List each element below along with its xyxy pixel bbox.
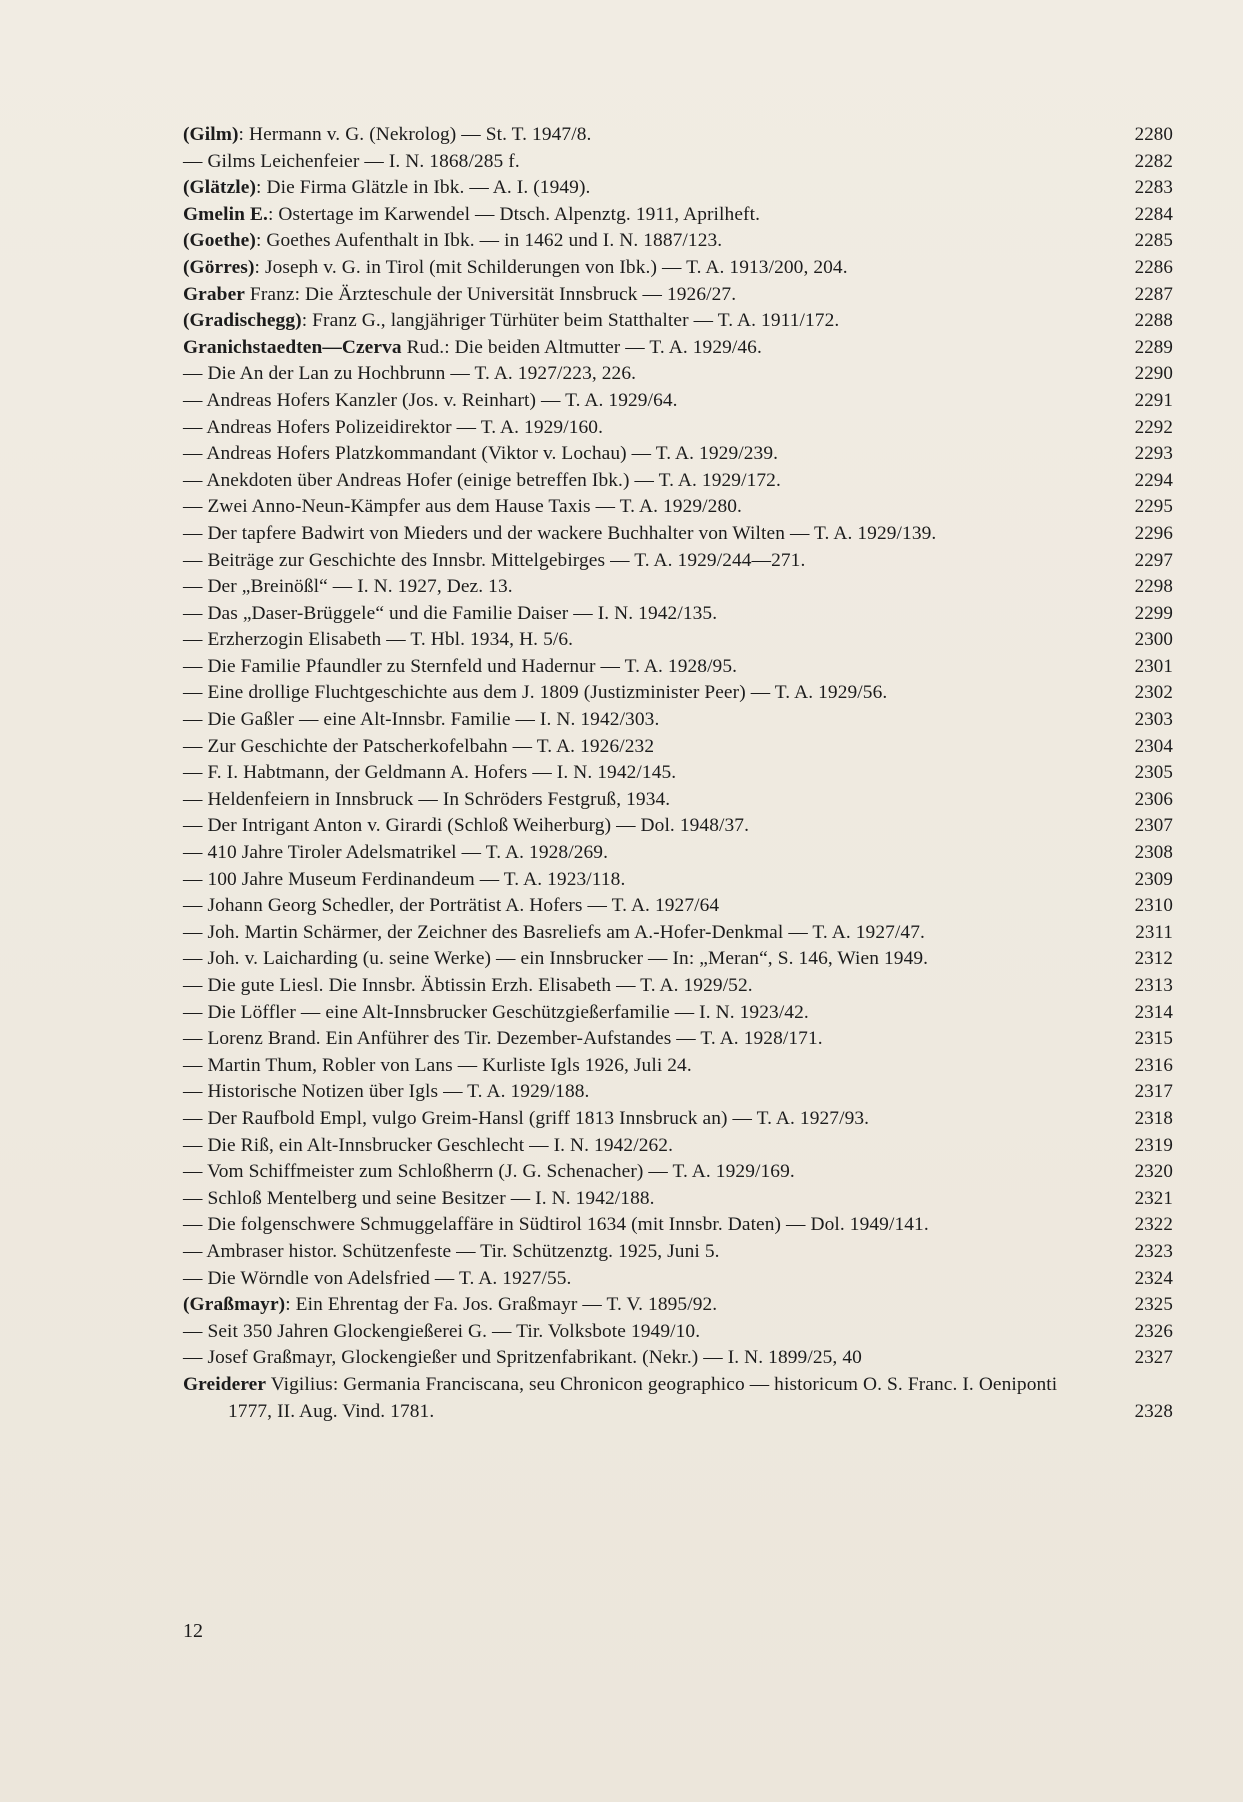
entry-text: — Schloß Mentelberg und seine Besitzer — I. N. 1942/188.	[183, 1187, 655, 1209]
bibliography-entry	[183, 1106, 1173, 1133]
entry-number: 2280	[1134, 124, 1173, 145]
entry-heading: Gmelin E.	[183, 203, 268, 225]
entry-text: — Anekdoten über Andreas Hofer (einige betreffen Ibk.) — T. A. 1929/172.	[183, 469, 781, 491]
entry-text: — Martin Thum, Robler von Lans — Kurliste Igls 1926, Juli 24.	[183, 1054, 692, 1076]
entry-text: — F. I. Habtmann, der Geldmann A. Hofers — I. N. 1942/145.	[183, 762, 677, 784]
entry-text: : Ein Ehrentag der Fa. Jos. Graßmayr — T. V. 1895/92.	[285, 1294, 718, 1316]
entry-number: 2293	[1134, 443, 1173, 465]
bibliography-entry	[183, 468, 1173, 495]
bibliography-entry	[183, 1239, 1173, 1266]
entry-text: — Der Intrigant Anton v. Girardi (Schloß Weiherburg) — Dol. 1948/37.	[183, 815, 750, 837]
bibliography-entry	[183, 973, 1173, 1000]
bibliography-entry	[183, 1079, 1173, 1106]
entry-number: 2303	[1134, 709, 1173, 731]
entry-number: 2308	[1134, 842, 1173, 864]
entry-number: 2289	[1134, 336, 1173, 358]
entry-text: — 100 Jahre Museum Ferdinandeum — T. A. 1923/118.	[183, 868, 626, 890]
bibliography-entry	[183, 228, 1173, 255]
bibliography-entry	[183, 548, 1173, 575]
bibliography-entry	[183, 601, 1173, 628]
bibliography-entry	[183, 361, 1173, 388]
entry-number: 2318	[1134, 1107, 1173, 1129]
entry-number: 2327	[1134, 1347, 1173, 1369]
entry-number: 2322	[1134, 1214, 1173, 1236]
entry-text: — Seit 350 Jahren Glockengießerei G. — Tir. Volksbote 1949/10.	[183, 1320, 701, 1342]
entry-number: 2312	[1134, 948, 1173, 970]
entry-number: 2288	[1134, 310, 1173, 332]
bibliography-entry	[183, 813, 1173, 840]
bibliography-entry	[183, 627, 1173, 654]
entry-text: : Ostertage im Karwendel — Dtsch. Alpenztg. 1911, Aprilheft.	[267, 203, 761, 225]
bibliography-entry	[183, 308, 1173, 335]
bibliography-entry	[183, 1266, 1173, 1293]
entry-heading: (Goethe)	[183, 230, 256, 252]
bibliography-entry	[183, 175, 1173, 202]
entry-number: 2324	[1134, 1267, 1173, 1289]
entry-text: — Das „Daser-Brüggele“ und die Familie Daiser — I. N. 1942/135.	[183, 602, 718, 624]
entry-number: 2304	[1134, 735, 1173, 757]
entry-text: — Zwei Anno-Neun-Kämpfer aus dem Hause Taxis — T. A. 1929/280.	[183, 496, 742, 518]
bibliography-entry	[183, 787, 1173, 814]
entry-number: 2295	[1134, 496, 1173, 518]
bibliography-entry	[183, 1133, 1173, 1160]
bibliography-entry	[183, 521, 1173, 548]
entry-heading: (Görres)	[183, 256, 255, 278]
bibliography-entry	[183, 760, 1173, 787]
entry-number: 2313	[1134, 975, 1173, 996]
entry-heading: Graber	[183, 283, 245, 305]
bibliography-entry	[183, 282, 1173, 309]
entry-text: — Heldenfeiern in Innsbruck — In Schröders Festgruß, 1934.	[183, 788, 671, 810]
entry-heading: (Graßmayr)	[183, 1294, 286, 1316]
entry-number: 2326	[1134, 1320, 1173, 1342]
entry-number: 2299	[1134, 602, 1173, 624]
entry-text: — Die Riß, ein Alt-Innsbrucker Geschlecht — I. N. 1942/262.	[183, 1134, 674, 1156]
entry-number: 2292	[1134, 416, 1173, 438]
bibliography-entry	[183, 335, 1173, 362]
entry-text: — Historische Notizen über Igls — T. A. 1929/188.	[183, 1081, 590, 1103]
entry-text: — Der „Breinößl“ — I. N. 1927, Dez. 13.	[183, 576, 513, 598]
entry-number: 2301	[1134, 655, 1173, 677]
bibliography-entry	[183, 840, 1173, 867]
entry-heading: (Gilm)	[183, 124, 239, 145]
bibliography-entry	[183, 1159, 1173, 1186]
bibliography-entry	[183, 654, 1173, 681]
bibliography-entry	[183, 149, 1173, 176]
entry-text: — Die Gaßler — eine Alt-Innsbr. Familie — I. N. 1942/303.	[183, 709, 660, 731]
entry-heading: Greiderer	[183, 1373, 267, 1395]
entry-text: — Die gute Liesl. Die Innsbr. Äbtissin Erzh. Elisabeth — T. A. 1929/52.	[183, 975, 753, 996]
bibliography-entry	[183, 734, 1173, 761]
entry-number: 2297	[1134, 549, 1173, 571]
entry-number: 2319	[1134, 1134, 1173, 1156]
entry-text: — Andreas Hofers Platzkommandant (Viktor v. Lochau) — T. A. 1929/239.	[183, 443, 779, 465]
bibliography-entry	[183, 920, 1173, 947]
entry-number: 2296	[1134, 522, 1173, 544]
entry-number: 2309	[1134, 868, 1173, 890]
bibliography-entry	[183, 680, 1173, 707]
bibliography-entry	[183, 574, 1173, 601]
entry-heading: (Glätzle)	[183, 177, 257, 199]
bibliography-entry	[183, 494, 1173, 521]
bibliography-entry	[183, 893, 1173, 920]
entry-text: — Eine drollige Fluchtgeschichte aus dem J. 1809 (Justizminister Peer) — T. A. 1929/56.	[183, 682, 888, 704]
entry-text: — Die Löffler — eine Alt-Innsbrucker Geschützgießerfamilie — I. N. 1923/42.	[183, 1001, 809, 1023]
bibliography-entry	[183, 202, 1173, 229]
bibliography-entry	[183, 1026, 1173, 1053]
entry-number: 2315	[1134, 1028, 1173, 1050]
entry-text: — Lorenz Brand. Ein Anführer des Tir. Dezember-Aufstandes — T. A. 1928/171.	[183, 1028, 823, 1050]
entry-text: — Zur Geschichte der Patscherkofelbahn — T. A. 1926/232	[183, 735, 655, 757]
entry-number: 2302	[1134, 682, 1173, 704]
entry-number: 2284	[1134, 203, 1173, 225]
entry-heading: Granichstaedten—Czerva	[183, 336, 402, 358]
entry-text: — Die Wörndle von Adelsfried — T. A. 1927/55.	[183, 1267, 572, 1289]
entry-text: — Andreas Hofers Polizeidirektor — T. A. 1929/160.	[183, 416, 604, 438]
entry-text: : Die Firma Glätzle in Ibk. — A. I. (1949).	[256, 177, 591, 199]
bibliography-list	[183, 122, 1173, 1425]
entry-number: 2320	[1134, 1161, 1173, 1183]
entry-number: 2321	[1134, 1187, 1173, 1209]
entry-text: : Goethes Aufenthalt in Ibk. — in 1462 und I. N. 1887/123.	[255, 230, 723, 252]
entry-number: 2286	[1134, 256, 1173, 278]
entry-text: : Hermann v. G. (Nekrolog) — St. T. 1947/8.	[238, 124, 592, 145]
entry-text: — Vom Schiffmeister zum Schloßherrn (J. G. Schenacher) — T. A. 1929/169.	[183, 1161, 795, 1183]
entry-text: — Die Familie Pfaundler zu Sternfeld und Hadernur — T. A. 1928/95.	[183, 655, 738, 677]
entry-text: — Erzherzogin Elisabeth — T. Hbl. 1934, H. 5/6.	[183, 629, 574, 651]
entry-text: — Der Raufbold Empl, vulgo Greim-Hansl (griff 1813 Innsbruck an) — T. A. 1927/93.	[183, 1107, 870, 1129]
bibliography-entry	[183, 1372, 1173, 1425]
bibliography-entry	[183, 1292, 1173, 1319]
entry-text: — Gilms Leichenfeier — I. N. 1868/285 f.	[183, 150, 520, 172]
entry-number: 2311	[1135, 921, 1173, 943]
entry-number: 2306	[1134, 788, 1173, 810]
entry-text: — Beiträge zur Geschichte des Innsbr. Mittelgebirges — T. A. 1929/244—271.	[183, 549, 806, 571]
entry-number: 2291	[1134, 389, 1173, 411]
entry-number: 2314	[1134, 1001, 1173, 1023]
entry-text: — Joh. v. Laicharding (u. seine Werke) — ein Innsbrucker — In: „Meran“, S. 146, Wien 1949.	[183, 948, 929, 970]
entry-text: — Johann Georg Schedler, der Porträtist A. Hofers — T. A. 1927/64	[183, 895, 720, 917]
bibliography-entry	[183, 1319, 1173, 1346]
bibliography-entry	[183, 441, 1173, 468]
entry-number: 2294	[1134, 469, 1173, 491]
bibliography-entry	[183, 1345, 1173, 1372]
entry-number: 2290	[1134, 363, 1173, 385]
entry-number: 2285	[1134, 230, 1173, 252]
entry-number: 2282	[1134, 150, 1173, 172]
entry-number: 2298	[1134, 576, 1173, 598]
bibliography-entry	[183, 1186, 1173, 1213]
entry-text: Vigilius: Germania Franciscana, seu Chronicon geographico — historicum O. S. Franc. I. Oeniponti 1777, II. Aug. Vind. 1781.	[228, 1373, 1058, 1422]
bibliography-entry	[183, 122, 1173, 149]
entry-text: — Der tapfere Badwirt von Mieders und der wackere Buchhalter von Wilten — T. A. 1929/139.	[183, 522, 937, 544]
entry-number: 2287	[1134, 283, 1173, 305]
bibliography-entry	[183, 1212, 1173, 1239]
entry-number: 2323	[1134, 1240, 1173, 1262]
bibliography-entry	[183, 415, 1173, 442]
entry-text: — Josef Graßmayr, Glockengießer und Spritzenfabrikant. (Nekr.) — I. N. 1899/25, 40	[183, 1347, 862, 1369]
entry-text: Rud.: Die beiden Altmutter — T. A. 1929/46.	[401, 336, 762, 358]
entry-number: 2325	[1134, 1294, 1173, 1316]
page-number: 12	[183, 1620, 203, 1642]
bibliography-entry	[183, 946, 1173, 973]
bibliography-entry	[183, 707, 1173, 734]
entry-text: — Andreas Hofers Kanzler (Jos. v. Reinhart) — T. A. 1929/64.	[183, 389, 678, 411]
entry-text: — Die folgenschwere Schmuggelaffäre in Südtirol 1634 (mit Innsbr. Daten) — Dol. 1949/141.	[183, 1214, 929, 1236]
entry-number: 2328	[1134, 1400, 1173, 1422]
entry-text: : Joseph v. G. in Tirol (mit Schilderungen von Ibk.) — T. A. 1913/200, 204.	[254, 256, 848, 278]
entry-number: 2316	[1134, 1054, 1173, 1076]
entry-heading: (Gradischegg)	[183, 310, 302, 332]
entry-number: 2307	[1134, 815, 1173, 837]
bibliography-entry	[183, 388, 1173, 415]
bibliography-entry	[183, 1000, 1173, 1027]
entry-number: 2305	[1134, 762, 1173, 784]
bibliography-entry	[183, 1053, 1173, 1080]
entry-number: 2283	[1134, 177, 1173, 199]
bibliography-entry	[183, 255, 1173, 282]
entry-number: 2317	[1134, 1081, 1173, 1103]
entry-text: — Ambraser histor. Schützenfeste — Tir. Schützenztg. 1925, Juni 5.	[183, 1240, 720, 1262]
entry-number: 2300	[1134, 629, 1173, 651]
entry-text: — Die An der Lan zu Hochbrunn — T. A. 1927/223, 226.	[183, 363, 637, 385]
entry-number: 2310	[1134, 895, 1173, 917]
entry-text: : Franz G., langjähriger Türhüter beim Statthalter — T. A. 1911/172.	[301, 310, 840, 332]
entry-text: — 410 Jahre Tiroler Adelsmatrikel — T. A. 1928/269.	[183, 842, 609, 864]
entry-text: Franz: Die Ärzteschule der Universität Innsbruck — 1926/27.	[244, 283, 737, 305]
entry-text: — Joh. Martin Schärmer, der Zeichner des Basreliefs am A.-Hofer-Denkmal — T. A. 1927/47.	[183, 921, 925, 943]
bibliography-entry	[183, 867, 1173, 894]
